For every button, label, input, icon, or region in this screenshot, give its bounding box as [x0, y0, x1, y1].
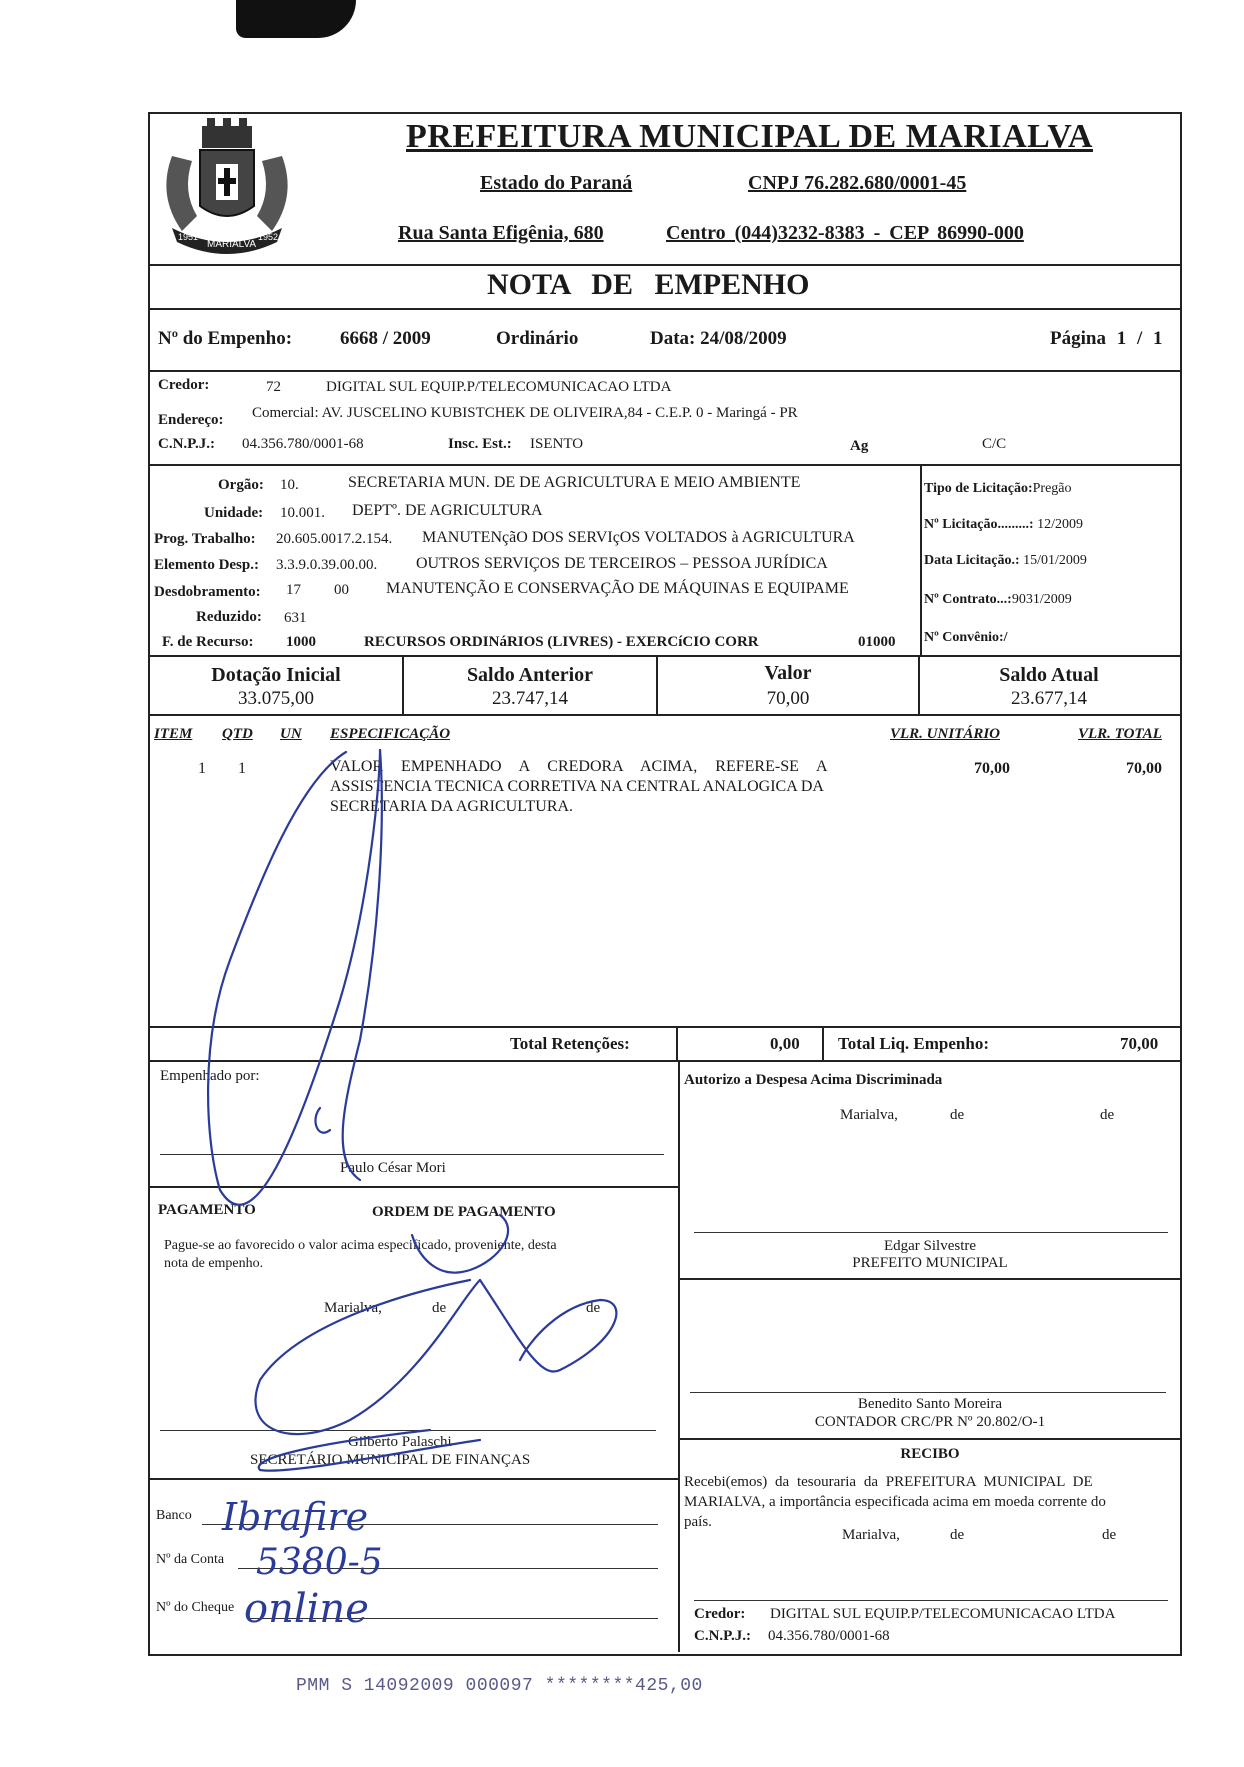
account-number-label: Nº da Conta [156, 1552, 225, 1567]
licitacao-date: Data Licitação.: 15/01/2009 [924, 553, 1087, 568]
pagamento-text1: Pague-se ao favorecido o valor acima especificado, proveniente, desta [164, 1238, 557, 1253]
saldo-atual-value: 23.677,14 [1011, 688, 1087, 709]
divider [150, 370, 1180, 372]
divider [150, 714, 1180, 716]
recibo-credor-label: Credor: [694, 1606, 746, 1622]
liquido-value: 70,00 [1120, 1034, 1159, 1053]
desdobramento-sub: 00 [334, 582, 349, 598]
empenho-date: Data: 24/08/2009 [650, 328, 787, 349]
col-total: VLR. TOTAL [1078, 726, 1162, 742]
recibo-label: RECIBO [900, 1446, 960, 1462]
page-title: PREFEITURA MUNICIPAL DE MARIALVA [406, 118, 1093, 155]
document-title: NOTA DE EMPENHO [487, 268, 810, 301]
recibo-cnpj: 04.356.780/0001-68 [768, 1628, 890, 1644]
credor-cnpj: 04.356.780/0001-68 [242, 436, 364, 452]
contract-number: Nº Contrato...:9031/2009 [924, 592, 1072, 607]
elemento-code: 3.3.9.0.39.00.00. [276, 557, 378, 573]
orgao-code: 10. [280, 477, 299, 493]
liquido-label: Total Liq. Empenho: [838, 1034, 989, 1053]
cheque-number-label: Nº do Cheque [156, 1600, 235, 1615]
recibo-place: Marialva, [842, 1527, 900, 1543]
saldo-atual-label: Saldo Atual [999, 664, 1099, 686]
divider [920, 464, 922, 656]
address-label: Endereço: [158, 412, 224, 428]
divider [150, 1478, 678, 1480]
svg-text:1952: 1952 [258, 232, 279, 242]
desdobramento-code: 17 [286, 582, 301, 598]
credor-code: 72 [266, 379, 281, 395]
autorizo-de1: de [950, 1107, 965, 1123]
col-item: ITEM [154, 726, 193, 742]
row-item: 1 [198, 760, 206, 777]
autorizo-label: Autorizo a Despesa Acima Discriminada [684, 1072, 943, 1088]
reduzido-value: 631 [284, 610, 307, 626]
saldo-anterior-label: Saldo Anterior [466, 664, 594, 686]
prog-code: 20.605.0017.2.154. [276, 531, 393, 547]
row-spec-line3: SECRETARIA DA AGRICULTURA. [330, 798, 574, 815]
insc-value: ISENTO [530, 436, 584, 452]
svg-text:MARIALVA: MARIALVA [207, 239, 257, 250]
account-line [238, 1568, 658, 1569]
divider [678, 1278, 1180, 1280]
elemento-desc: OUTROS SERVIÇOS DE TERCEIROS – PESSOA JURÍDICA [416, 555, 828, 572]
empenhado-label: Empenhado por: [160, 1068, 260, 1084]
mayor-name: Edgar Silvestre [883, 1238, 977, 1254]
bank-label: Banco [156, 1508, 192, 1523]
pagamento-de1: de [432, 1300, 447, 1316]
divider [676, 1026, 678, 1062]
divider [150, 308, 1180, 310]
autorizo-place: Marialva, [840, 1107, 898, 1123]
recurso-number: 01000 [858, 634, 896, 650]
recibo-cnpj-label: C.N.P.J.: [694, 1628, 751, 1644]
recibo-text1: Recebi(emos) da tesouraria da PREFEITURA MUNICIPAL DE [684, 1474, 1093, 1490]
finance-secretary-role: SECRETÁRIO MUNICIPAL DE FINANÇAS [250, 1452, 531, 1468]
recibo-text3: país. [684, 1514, 712, 1530]
finance-secretary-name: Gilberto Palaschi [348, 1434, 452, 1450]
divider [150, 1060, 1180, 1062]
divider [150, 264, 1180, 266]
divider [150, 1026, 1180, 1028]
divider [150, 655, 1180, 657]
desdobramento-desc: MANUTENÇÃO E CONSERVAÇÃO DE MÁQUINAS E EQUIPAME [386, 580, 849, 597]
pagamento-label: PAGAMENTO [158, 1202, 256, 1218]
col-qtd: QTD [222, 726, 253, 742]
prog-label: Prog. Trabalho: [154, 531, 256, 547]
agency-label: Ag [850, 438, 869, 454]
prog-desc: MANUTENçãO DOS SERVIçOS VOLTADOS à AGRICULTURA [422, 529, 855, 546]
insc-label: Insc. Est.: [448, 436, 512, 452]
account-label: C/C [982, 436, 1007, 452]
dotacao-label: Dotação Inicial [211, 664, 341, 686]
recurso-desc: RECURSOS ORDINáRIOS (LIVRES) - EXERCíCIO CORR [364, 634, 759, 650]
col-spec: ESPECIFICAÇÃO [330, 726, 451, 742]
credor-label: Credor: [158, 377, 210, 393]
col-unit-price: VLR. UNITÁRIO [890, 726, 1001, 742]
retencoes-label: Total Retenções: [510, 1034, 630, 1053]
elemento-label: Elemento Desp.: [154, 557, 259, 573]
signature-line [694, 1232, 1168, 1233]
page-number: Página 1 / 1 [1050, 328, 1163, 349]
valor-label: Valor [764, 662, 812, 684]
orgao-label: Orgão: [218, 477, 264, 493]
address-contact: Centro (044)3232-8383 - CEP 86990-000 [666, 222, 1024, 244]
recibo-de2: de [1102, 1527, 1117, 1543]
cheque-line [250, 1618, 658, 1619]
convenio-number: Nº Convênio:/ [924, 630, 1008, 645]
retencoes-value: 0,00 [770, 1034, 800, 1053]
credor-name: DIGITAL SUL EQUIP.P/TELECOMUNICACAO LTDA [326, 379, 672, 395]
row-qtd: 1 [238, 760, 246, 777]
signature-line [160, 1430, 656, 1431]
credor-address: Comercial: AV. JUSCELINO KUBISTCHEK DE OLIVEIRA,84 - C.E.P. 0 - Maringá - PR [252, 405, 798, 421]
signature-line [160, 1154, 664, 1155]
licitacao-number: Nº Licitação.........: 12/2009 [924, 517, 1083, 532]
pagamento-place: Marialva, [324, 1300, 382, 1316]
desdobramento-label: Desdobramento: [154, 584, 261, 600]
divider [678, 1438, 1180, 1440]
reduzido-label: Reduzido: [196, 609, 262, 625]
accountant-role: CONTADOR CRC/PR Nº 20.802/O-1 [814, 1414, 1046, 1430]
payment-stamp: PMM S 14092009 000097 ********425,00 [296, 1676, 703, 1696]
signature-line [694, 1600, 1168, 1601]
state-name: Estado do Paraná [480, 172, 633, 194]
valor-value: 70,00 [766, 688, 810, 709]
street-address: Rua Santa Efigênia, 680 [398, 222, 604, 244]
empenhado-name: Paulo César Mori [340, 1160, 446, 1176]
divider [150, 464, 1180, 466]
unidade-label: Unidade: [204, 505, 264, 521]
signature-line [690, 1392, 1166, 1393]
unidade-desc: DEPTº. DE AGRICULTURA [352, 502, 543, 519]
autorizo-de2: de [1100, 1107, 1115, 1123]
row-spec-line1: VALOR EMPENHADO A CREDORA ACIMA, REFERE-SE A [330, 758, 828, 775]
cnpj-label: C.N.P.J.: [158, 436, 215, 452]
scan-artifact [236, 0, 356, 38]
row-spec-line2: ASSISTENCIA TECNICA CORRETIVA NA CENTRAL ANALOGICA DA [330, 778, 824, 795]
recibo-text2: MARIALVA, a importância especificada acima em moeda corrente do [684, 1494, 1106, 1510]
empenho-number: 6668 / 2009 [340, 328, 431, 349]
municipal-crest [152, 116, 302, 266]
pagamento-de2: de [586, 1300, 601, 1316]
pagamento-text2: nota de empenho. [164, 1256, 264, 1271]
svg-text:Ibrafire: Ibrafire [222, 1495, 369, 1539]
dotacao-value: 33.075,00 [238, 688, 314, 709]
divider [150, 1186, 678, 1188]
empenho-label: Nº do Empenho: [158, 328, 293, 349]
recurso-label: F. de Recurso: [162, 634, 254, 650]
recibo-credor: DIGITAL SUL EQUIP.P/TELECOMUNICACAO LTDA [770, 1606, 1116, 1622]
orgao-desc: SECRETARIA MUN. DE DE AGRICULTURA E MEIO AMBIENTE [348, 474, 801, 491]
licitacao-type: Tipo de Licitação:Pregão [924, 481, 1072, 496]
ordem-pagamento: ORDEM DE PAGAMENTO [372, 1204, 556, 1220]
unidade-code: 10.001. [280, 505, 325, 521]
recibo-de1: de [950, 1527, 965, 1543]
svg-text:online: online [244, 1586, 369, 1632]
divider [822, 1026, 824, 1062]
svg-text:1951: 1951 [178, 232, 199, 242]
accountant-name: Benedito Santo Moreira [857, 1396, 1003, 1412]
saldo-anterior-value: 23.747,14 [492, 688, 568, 709]
cnpj-header: CNPJ 76.282.680/0001-45 [748, 172, 967, 194]
recurso-code: 1000 [286, 634, 316, 650]
mayor-role: PREFEITO MUNICIPAL [852, 1255, 1008, 1271]
col-un: UN [280, 726, 302, 742]
bank-line [202, 1524, 658, 1525]
empenho-type: Ordinário [496, 328, 579, 349]
svg-text:5380-5: 5380-5 [256, 1542, 383, 1583]
row-unit-price: 70,00 [974, 760, 1010, 777]
row-total: 70,00 [1126, 760, 1162, 777]
divider [678, 1060, 680, 1652]
